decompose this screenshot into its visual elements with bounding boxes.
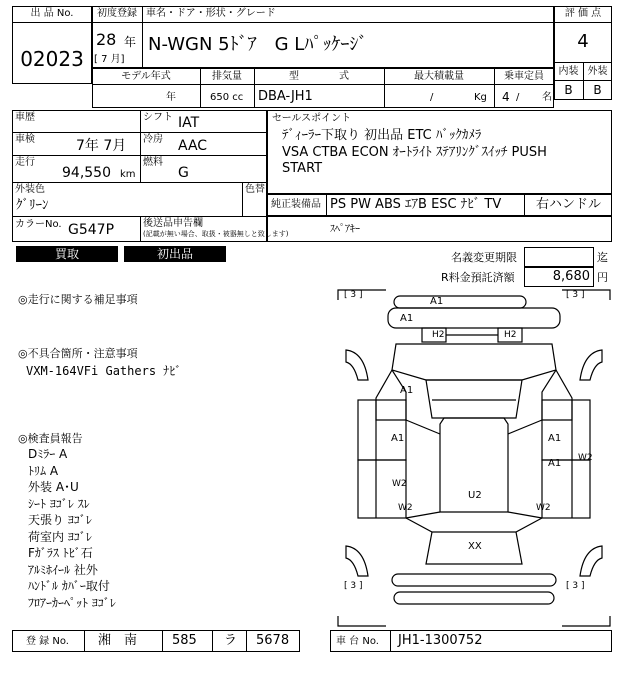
registration-kana: ラ (224, 633, 238, 648)
mark-left-pillar-a1: A1 (400, 385, 414, 396)
model-code: DBA-JH1 (258, 89, 313, 104)
registration-class: 585 (172, 633, 197, 648)
ac: AAC (178, 138, 208, 154)
driving-notes-title: ◎走行に関する補足事項 (18, 293, 138, 306)
lot-number-label: 出 品 No. (30, 8, 74, 19)
diagram-corner-bottom-right: [ 3 ] (566, 581, 585, 591)
fuel-label: 燃料 (143, 157, 163, 168)
inspector-report-line: Fｶﾞﾗｽ ﾄﾋﾞ石 (28, 546, 93, 560)
inspector-report-title: ◎検査員報告 (18, 432, 83, 445)
mark-front-a1: A1 (430, 296, 444, 307)
inspector-report-list (28, 446, 248, 611)
mark-roof-u2: U2 (468, 490, 482, 501)
max-load-label: 最大積載量 (414, 71, 464, 82)
car-name-label: 車名・ドア・形状・グレード (146, 8, 276, 19)
name-change-label: 名義変更期限 (451, 251, 517, 264)
displacement: 650 cc (210, 92, 244, 103)
mileage: 94,550 (62, 165, 111, 181)
capacity: 4 (502, 90, 510, 104)
defect-notes-text: VXM-164VFi Gathers ﾅﾋﾞ (26, 364, 182, 378)
first-registration-label: 初度登録 (97, 8, 137, 19)
history-label: 車歴 (15, 112, 35, 123)
chassis-number: JH1-1300752 (398, 633, 483, 648)
year-unit: 年 (124, 35, 137, 49)
post-sale-label: 後送品申告欄 (143, 218, 203, 229)
mark-right-door-a1: A1 (548, 458, 562, 469)
ac-label: 冷房 (143, 134, 163, 145)
equipment-items: PS PW ABS ｴｱB ESC ﾅﾋﾞ TV (330, 197, 502, 212)
mark-left-fender-a1: A1 (391, 433, 405, 444)
post-sale-item-box (267, 216, 612, 242)
color-change-label: 色替 (245, 184, 265, 195)
mark-right-rear-w2: W2 (536, 503, 551, 513)
sales-point-line-2: VSA CTBA ECON ｵｰﾄﾗｲﾄ ｽﾃｱﾘﾝｸﾞｽｲｯﾁ PUSH (282, 145, 547, 160)
registration-number: 5678 (256, 633, 290, 648)
inspection: 7年 7月 (76, 138, 127, 154)
inspector-report-line: 外装 A･U (28, 480, 79, 494)
steering-side: 右ハンドル (536, 197, 602, 212)
model-year-label: モデル年式 (121, 71, 171, 82)
exterior-grade: B (593, 83, 602, 97)
name-change-field (524, 247, 594, 267)
model-year-unit: 年 (166, 92, 176, 103)
sales-point-line-1: ﾃﾞｨｰﾗｰ下取り 初出品 ETC ﾊﾞｯｸｶﾒﾗ (282, 128, 482, 143)
score-label: 評 価 点 (564, 8, 602, 19)
capacity-label: 乗車定員 (504, 71, 544, 82)
shift-label: シフト (143, 112, 173, 123)
recycle-label: R料金預託済額 (441, 271, 515, 284)
inspection-label: 車検 (15, 134, 35, 145)
max-load-sep: / (430, 92, 434, 103)
post-sale-note: (記載が無い場合、取扱・被器無しと致します) (143, 230, 289, 238)
interior-grade: B (564, 83, 573, 97)
mark-bumper-a1: A1 (400, 313, 414, 324)
inspector-report-line: 天張り ﾖｺﾞﾚ (28, 513, 92, 527)
ext-color-label: 外装色 (15, 184, 45, 195)
inspector-report-line: ﾌﾛｱｰｶｰﾍﾟｯﾄ ﾖｺﾞﾚ (28, 595, 116, 610)
first-registration-month: [ 7 月] (94, 54, 125, 65)
equipment-label: 純正装備品 (271, 199, 321, 210)
recycle-unit: 円 (597, 271, 608, 284)
buy-tag: 買取 (16, 246, 118, 262)
recycle-value: 8,680 (552, 269, 590, 284)
mark-right-fender-a1: A1 (548, 433, 562, 444)
color-no: G547P (68, 222, 115, 238)
inspector-report-line: ﾊﾝﾄﾞﾙ ｶﾊﾞｰ取付 (28, 579, 110, 593)
max-load-unit: Kg (474, 92, 487, 103)
lot-number: 02023 (20, 47, 84, 71)
sales-point-label: セールスポイント (272, 113, 352, 124)
model-code-label: 型 式 (289, 71, 349, 82)
first-registration-year: 28 (96, 30, 117, 49)
mark-left-door-w2: W2 (392, 479, 407, 489)
displacement-label: 排気量 (212, 71, 242, 82)
mileage-unit: km (120, 169, 136, 180)
defect-notes-title: ◎不具合箇所・注意事項 (18, 347, 138, 360)
mark-left-rear-w2: W2 (398, 503, 413, 513)
first-listing-tag: 初出品 (124, 246, 226, 262)
mark-rear-xx: XX (468, 541, 482, 552)
name-change-unit: 迄 (597, 251, 608, 264)
car-name: N-WGN 5ﾄﾞｱ G Lﾊﾟｯｹｰｼﾞ (148, 34, 368, 55)
registration-region: 湘 南 (98, 633, 138, 648)
diagram-corner-top-right: [ 3 ] (566, 290, 585, 300)
inspector-report-line: Dﾐﾗｰ A (28, 447, 68, 461)
capacity-sep: / (516, 92, 520, 103)
capacity-unit: 名 (542, 92, 552, 103)
mark-headlight-right-h2: H2 (504, 330, 517, 340)
post-sale-item: ｽﾍﾟｱｷｰ (330, 224, 360, 235)
damage-diagram (336, 288, 612, 628)
inspector-report-line: ﾄﾘﾑ A (28, 463, 59, 478)
chassis-label: 車 台 No. (336, 636, 379, 647)
registration-label: 登 録 No. (26, 636, 69, 647)
mileage-label: 走行 (15, 157, 35, 168)
exterior-label: 外装 (587, 66, 608, 77)
inspector-report-line: ｼｰﾄ ﾖｺﾞﾚ ｽﾚ (28, 496, 90, 511)
mark-right-door-w2: W2 (578, 453, 593, 463)
fuel: G (178, 165, 189, 181)
mark-headlight-left-h2: H2 (432, 330, 445, 340)
inspector-report-line: ｱﾙﾐﾎｲｰﾙ 社外 (28, 562, 98, 577)
shift: IAT (178, 115, 200, 131)
diagram-corner-top-left: [ 3 ] (344, 290, 363, 300)
score: 4 (577, 31, 589, 52)
color-no-label: カラーNo. (15, 219, 62, 230)
inspector-report-line: 荷室内 ﾖｺﾞﾚ (28, 529, 92, 544)
sales-point-line-3: START (282, 161, 323, 176)
interior-label: 内装 (558, 66, 579, 77)
ext-color: ｸﾞﾘｰﾝ (16, 198, 49, 213)
diagram-corner-bottom-left: [ 3 ] (344, 581, 363, 591)
